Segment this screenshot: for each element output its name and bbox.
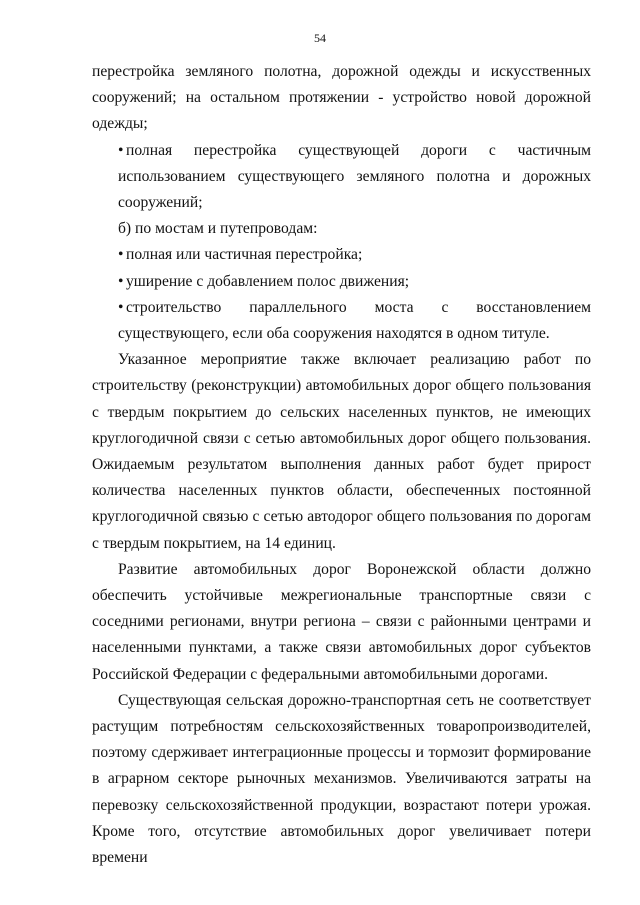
bullet-item (92, 242, 591, 268)
page-number: 54 (314, 31, 326, 45)
paragraph-road-construction: Указанное мероприятие также включает реализацию работ по строительству (реконструкции) автомобильных дорог общего пользования с твердым покрытием до сельских населенных пунктов, не имеющих круглогодичной связи с сетью автомобильных дорог общего пользования. Ожидаемым результатом выполнения данных работ будет прирост количества населенных пунктов области, обеспеченных постоянной круглогодичной связью с сетью автодорог общего пользования по дорогам с твердым покрытием, на 14 единиц. (92, 351, 591, 552)
bullet-icon: • (118, 246, 124, 264)
bullet-icon: • (118, 141, 124, 159)
bullet-icon: • (118, 298, 124, 316)
paragraph-rural-network: Существующая сельская дорожно-транспортная сеть не соответствует растущим потребностям сельскохозяйственных товаропроизводителей, поэтому сдерживает интеграционные процессы и тормозит формирование в аграрном секторе рыночных механизмов. Увеличиваются затраты на перевозку сельскохозяйственной продукции, возрастают потери урожая. Кроме того, отсутствие автомобильных дорог увеличивает потери времени (92, 691, 591, 867)
subsection-heading: б) по мостам и путепроводам: (118, 220, 318, 238)
bullet-item (92, 138, 591, 217)
paragraph-continuation: перестройка земляного полотна, дорожной одежды и искусственных сооружений; на остальном протяжении - устройство новой дорожной одежды; (92, 63, 591, 133)
document-body (92, 59, 591, 871)
bullet-text: полная перестройка существующей дороги с частичным использованием существующего земляного полотна и дорожных сооружений; (118, 141, 591, 212)
bullet-item (92, 295, 591, 347)
bullet-item (92, 269, 591, 295)
bullet-text: полная или частичная перестройка; (126, 246, 363, 264)
bullet-text: уширение с добавлением полос движения; (126, 272, 410, 290)
bullet-text: строительство параллельного моста с восстановлением существующего, если оба сооружения находятся в одном титуле. (118, 298, 591, 343)
bullet-icon: • (118, 272, 124, 290)
paragraph-road-development: Развитие автомобильных дорог Воронежской области должно обеспечить устойчивые межрегиональные транспортные связи с соседними регионами, внутри региона – связи с районными центрами и населенными пунктами, а также связи автомобильных дорог субъектов Российской Федерации с федеральными автомобильными дорогами. (92, 560, 591, 683)
